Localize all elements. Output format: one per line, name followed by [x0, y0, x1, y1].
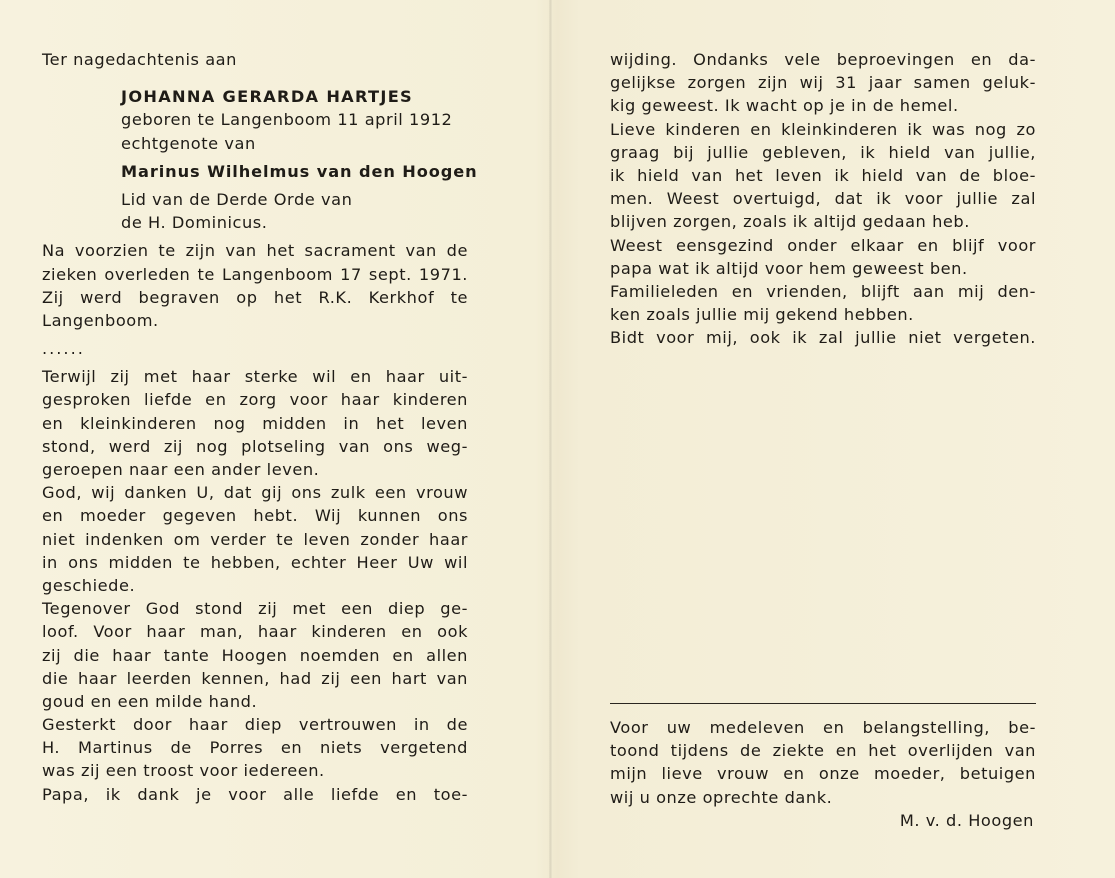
tribute-line: en moeder gegeven hebt. Wij kunnen ons [42, 506, 468, 526]
tribute-line: Tegenover God stond zij met een diep ge- [42, 599, 468, 619]
tribute-line: was zij een troost voor iedereen. [42, 761, 325, 781]
deceased-name: JOHANNA GERARDA HARTJES [121, 87, 414, 107]
husband-name: Marinus Wilhelmus van den Hoogen [121, 161, 478, 181]
spouse-intro: echtgenote van [121, 133, 256, 153]
tribute-line: in ons midden te hebben, echter Heer Uw wil [42, 552, 468, 572]
right-page [610, 48, 1036, 349]
tribute-line: God, wij danken U, dat gij ons zulk een vrouw [42, 483, 468, 503]
continuation-line: Weest eensgezind onder elkaar en blijf voor [610, 235, 1036, 255]
birth-line: geboren te Langenboom 11 april 1912 [121, 110, 453, 130]
thanks-line: wij u onze oprechte dank. [610, 787, 833, 807]
continuation-line: gelijkse zorgen zijn wij 31 jaar samen geluk- [610, 73, 1036, 93]
signature: M. v. d. Hoogen [899, 810, 1034, 830]
tribute-line: Papa, ik dank je voor alle liefde en toe- [42, 784, 468, 804]
tribute-line: stond, werd zij nog plotseling van ons weg- [42, 436, 468, 456]
tribute-line: H. Martinus de Porres en niets vergetend [42, 738, 468, 758]
continuation-line: wijding. Ondanks vele beproevingen en da- [610, 50, 1036, 69]
tribute-line: Gesterkt door haar diep vertrouwen in de [42, 715, 468, 735]
left-page [42, 48, 478, 806]
continuation-line: Lieve kinderen en kleinkinderen ik was nog zo [610, 119, 1036, 139]
tribute-line: niet indenken om verder te leven zonder haar [42, 529, 468, 549]
death-line: zieken overleden te Langenboom 17 sept. 1971. [42, 264, 468, 284]
intro-text: Ter nagedachtenis aan [42, 50, 237, 69]
tribute-line: Terwijl zij met haar sterke wil en haar uit- [42, 367, 468, 387]
continuation-line: blijven zorgen, zoals ik altijd gedaan heb. [610, 212, 970, 232]
tribute-line: loof. Voor haar man, haar kinderen en ook [42, 622, 468, 642]
continuation-line: Bidt voor mij, ook ik zal jullie niet vergeten. [610, 328, 1036, 348]
tribute-line: geroepen naar een ander leven. [42, 460, 320, 479]
thanks-line: mijn lieve vrouw en onze moeder, betuigen [610, 764, 1036, 784]
tribute-line: geschiede. [42, 575, 136, 595]
death-line: Zij werd begraven op het R.K. Kerkhof te [42, 287, 468, 307]
continuation-line: ik hield van het leven ik hield van de bloe- [610, 165, 1036, 185]
continuation-line: kig geweest. Ik wacht op je in de hemel. [610, 96, 959, 116]
separator: ...... [42, 339, 85, 359]
continuation-line: ken zoals jullie mij gekend hebben. [610, 305, 914, 325]
card-fold [549, 0, 552, 878]
thanks-line: toond tijdens de ziekte en het overlijden van [610, 741, 1036, 761]
acknowledgement-block [610, 703, 1036, 832]
tribute-line: die haar leerden kennen, had zij een hart van [42, 668, 468, 688]
divider-rule [610, 703, 1036, 704]
order-line-1: Lid van de Derde Orde van [121, 189, 353, 209]
death-line: Langenboom. [42, 310, 159, 330]
continuation-line: papa wat ik altijd voor hem geweest ben. [610, 258, 968, 278]
tribute-line: zij die haar tante Hoogen noemden en allen [42, 645, 468, 665]
tribute-line: en kleinkinderen nog midden in het leven [42, 413, 468, 433]
order-line-2: de H. Dominicus. [121, 213, 268, 233]
death-line: Na voorzien te zijn van het sacrament van de [42, 241, 468, 261]
tribute-line: gesproken liefde en zorg voor haar kinderen [42, 390, 468, 410]
continuation-line: men. Weest overtuigd, dat ik voor jullie zal [610, 189, 1036, 209]
tribute-line: goud en een milde hand. [42, 691, 258, 711]
continuation-line: graag bij jullie gebleven, ik hield van jullie, [610, 142, 1036, 162]
continuation-line: Familieleden en vrienden, blijft aan mij den- [610, 281, 1036, 301]
thanks-line: Voor uw medeleven en belangstelling, be- [610, 718, 1036, 737]
